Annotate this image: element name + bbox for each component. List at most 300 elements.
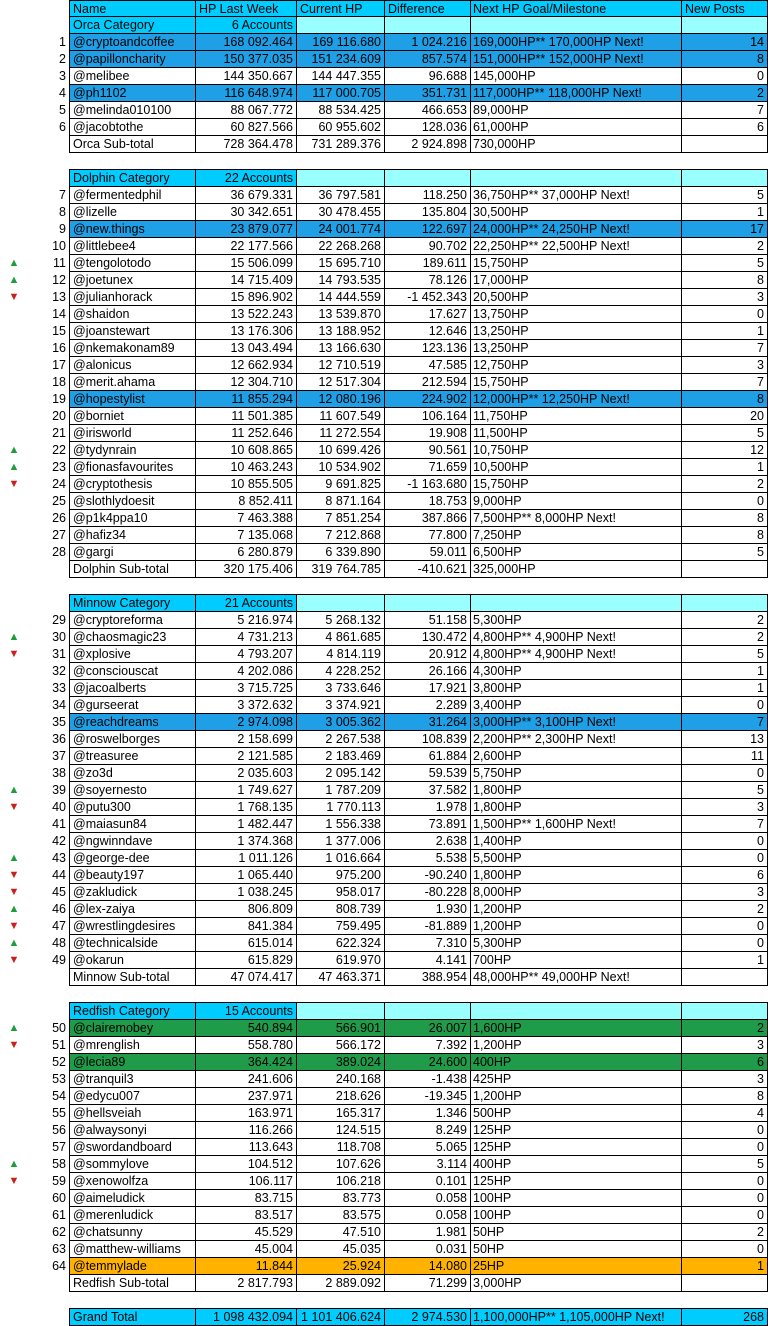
current-hp[interactable]: 7 212.868 <box>297 527 385 544</box>
new-posts[interactable]: 0 <box>682 1173 768 1190</box>
cell[interactable] <box>385 595 471 612</box>
hp-last-week[interactable]: 10 855.505 <box>196 476 297 493</box>
new-posts[interactable]: 8 <box>682 51 768 68</box>
current-hp[interactable]: 151 234.609 <box>297 51 385 68</box>
new-posts[interactable]: 3 <box>682 1071 768 1088</box>
difference[interactable]: 189.611 <box>385 255 471 272</box>
next-goal[interactable]: 1,800HP <box>471 799 682 816</box>
account-name[interactable]: @xenowolfza <box>69 1173 196 1190</box>
account-name[interactable]: @ph1102 <box>69 85 196 102</box>
subtotal-label[interactable]: Orca Sub-total <box>69 136 196 153</box>
hp-last-week[interactable]: 1 065.440 <box>196 867 297 884</box>
hp-last-week[interactable]: 116 648.974 <box>196 85 297 102</box>
subtotal-last[interactable]: 728 364.478 <box>196 136 297 153</box>
cell[interactable] <box>682 170 768 187</box>
next-goal[interactable]: 11,750HP <box>471 408 682 425</box>
next-goal[interactable]: 9,000HP <box>471 493 682 510</box>
cell[interactable] <box>297 170 385 187</box>
account-name[interactable]: @lecia89 <box>69 1054 196 1071</box>
new-posts[interactable]: 2 <box>682 85 768 102</box>
difference[interactable]: 212.594 <box>385 374 471 391</box>
difference[interactable]: 122.697 <box>385 221 471 238</box>
current-hp[interactable]: 958.017 <box>297 884 385 901</box>
new-posts[interactable]: 1 <box>682 323 768 340</box>
account-name[interactable]: @cryptoreforma <box>69 612 196 629</box>
category-name[interactable]: Redfish Category <box>69 1003 196 1020</box>
new-posts[interactable]: 0 <box>682 765 768 782</box>
account-name[interactable]: @p1k4ppa10 <box>69 510 196 527</box>
account-name[interactable]: @beauty197 <box>69 867 196 884</box>
next-goal[interactable]: 151,000HP** 152,000HP Next! <box>471 51 682 68</box>
next-goal[interactable]: 3,400HP <box>471 697 682 714</box>
difference[interactable]: 130.472 <box>385 629 471 646</box>
header-difference[interactable]: Difference <box>385 0 471 17</box>
new-posts[interactable]: 0 <box>682 1190 768 1207</box>
account-name[interactable]: @merenludick <box>69 1207 196 1224</box>
next-goal[interactable]: 169,000HP** 170,000HP Next! <box>471 34 682 51</box>
difference[interactable]: 18.753 <box>385 493 471 510</box>
category-name[interactable]: Orca Category <box>69 17 196 34</box>
account-name[interactable]: @aimeludick <box>69 1190 196 1207</box>
next-goal[interactable]: 4,300HP <box>471 663 682 680</box>
hp-last-week[interactable]: 1 038.245 <box>196 884 297 901</box>
current-hp[interactable]: 566.172 <box>297 1037 385 1054</box>
account-name[interactable]: @lizelle <box>69 204 196 221</box>
current-hp[interactable]: 12 710.519 <box>297 357 385 374</box>
current-hp[interactable]: 124.515 <box>297 1122 385 1139</box>
current-hp[interactable]: 10 699.426 <box>297 442 385 459</box>
hp-last-week[interactable]: 4 202.086 <box>196 663 297 680</box>
cell[interactable] <box>297 595 385 612</box>
new-posts[interactable]: 0 <box>682 1207 768 1224</box>
hp-last-week[interactable]: 168 092.464 <box>196 34 297 51</box>
hp-last-week[interactable]: 45.529 <box>196 1224 297 1241</box>
hp-last-week[interactable]: 2 035.603 <box>196 765 297 782</box>
account-name[interactable]: @melinda010100 <box>69 102 196 119</box>
difference[interactable]: 3.114 <box>385 1156 471 1173</box>
current-hp[interactable]: 622.324 <box>297 935 385 952</box>
hp-last-week[interactable]: 15 506.099 <box>196 255 297 272</box>
difference[interactable]: 5.538 <box>385 850 471 867</box>
current-hp[interactable]: 83.575 <box>297 1207 385 1224</box>
hp-last-week[interactable]: 113.643 <box>196 1139 297 1156</box>
current-hp[interactable]: 4 814.119 <box>297 646 385 663</box>
hp-last-week[interactable]: 1 011.126 <box>196 850 297 867</box>
next-goal[interactable]: 400HP <box>471 1054 682 1071</box>
difference[interactable]: 1.981 <box>385 1224 471 1241</box>
next-goal[interactable]: 1,400HP <box>471 833 682 850</box>
account-name[interactable]: @hopestylist <box>69 391 196 408</box>
cell[interactable] <box>385 17 471 34</box>
hp-last-week[interactable]: 237.971 <box>196 1088 297 1105</box>
current-hp[interactable]: 1 770.113 <box>297 799 385 816</box>
next-goal[interactable]: 17,000HP <box>471 272 682 289</box>
difference[interactable]: 2.289 <box>385 697 471 714</box>
current-hp[interactable]: 2 095.142 <box>297 765 385 782</box>
hp-last-week[interactable]: 1 482.447 <box>196 816 297 833</box>
hp-last-week[interactable]: 7 135.068 <box>196 527 297 544</box>
subtotal-current[interactable]: 2 889.092 <box>297 1275 385 1292</box>
new-posts[interactable]: 7 <box>682 102 768 119</box>
account-name[interactable]: @zakludick <box>69 884 196 901</box>
hp-last-week[interactable]: 88 067.772 <box>196 102 297 119</box>
hp-last-week[interactable]: 12 304.710 <box>196 374 297 391</box>
next-goal[interactable]: 10,750HP <box>471 442 682 459</box>
new-posts[interactable]: 7 <box>682 714 768 731</box>
subtotal-posts[interactable] <box>682 1275 768 1292</box>
difference[interactable]: 77.800 <box>385 527 471 544</box>
current-hp[interactable]: 1 556.338 <box>297 816 385 833</box>
hp-last-week[interactable]: 10 608.865 <box>196 442 297 459</box>
subtotal-label[interactable]: Dolphin Sub-total <box>69 561 196 578</box>
difference[interactable]: 14.080 <box>385 1258 471 1275</box>
new-posts[interactable]: 2 <box>682 476 768 493</box>
next-goal[interactable]: 5,750HP <box>471 765 682 782</box>
category-count[interactable]: 6 Accounts <box>196 17 297 34</box>
next-goal[interactable]: 1,600HP <box>471 1020 682 1037</box>
difference[interactable]: 90.561 <box>385 442 471 459</box>
grand-total-posts[interactable]: 268 <box>682 1309 768 1326</box>
difference[interactable]: 135.804 <box>385 204 471 221</box>
current-hp[interactable]: 8 871.164 <box>297 493 385 510</box>
subtotal-difference[interactable]: -410.621 <box>385 561 471 578</box>
current-hp[interactable]: 389.024 <box>297 1054 385 1071</box>
new-posts[interactable]: 5 <box>682 187 768 204</box>
account-name[interactable]: @joanstewart <box>69 323 196 340</box>
new-posts[interactable]: 2 <box>682 238 768 255</box>
difference[interactable]: 7.392 <box>385 1037 471 1054</box>
current-hp[interactable]: 36 797.581 <box>297 187 385 204</box>
cell[interactable] <box>471 170 682 187</box>
account-name[interactable]: @alwaysonyi <box>69 1122 196 1139</box>
hp-last-week[interactable]: 241.606 <box>196 1071 297 1088</box>
difference[interactable]: 59.539 <box>385 765 471 782</box>
subtotal-current[interactable]: 47 463.371 <box>297 969 385 986</box>
current-hp[interactable]: 144 447.355 <box>297 68 385 85</box>
difference[interactable]: 19.908 <box>385 425 471 442</box>
difference[interactable]: 8.249 <box>385 1122 471 1139</box>
current-hp[interactable]: 106.218 <box>297 1173 385 1190</box>
next-goal[interactable]: 1,200HP <box>471 1088 682 1105</box>
account-name[interactable]: @gargi <box>69 544 196 561</box>
category-count[interactable]: 22 Accounts <box>196 170 297 187</box>
next-goal[interactable]: 500HP <box>471 1105 682 1122</box>
new-posts[interactable]: 0 <box>682 68 768 85</box>
current-hp[interactable]: 4 861.685 <box>297 629 385 646</box>
cell[interactable] <box>385 1003 471 1020</box>
next-goal[interactable]: 13,750HP <box>471 306 682 323</box>
account-name[interactable]: @soyernesto <box>69 782 196 799</box>
account-name[interactable]: @temmylade <box>69 1258 196 1275</box>
next-goal[interactable]: 5,300HP <box>471 935 682 952</box>
next-goal[interactable]: 13,250HP <box>471 323 682 340</box>
current-hp[interactable]: 975.200 <box>297 867 385 884</box>
hp-last-week[interactable]: 45.004 <box>196 1241 297 1258</box>
hp-last-week[interactable]: 13 522.243 <box>196 306 297 323</box>
current-hp[interactable]: 566.901 <box>297 1020 385 1037</box>
difference[interactable]: -90.240 <box>385 867 471 884</box>
account-name[interactable]: @jacoalberts <box>69 680 196 697</box>
difference[interactable]: 90.702 <box>385 238 471 255</box>
new-posts[interactable]: 7 <box>682 340 768 357</box>
difference[interactable]: 5.065 <box>385 1139 471 1156</box>
difference[interactable]: 2.638 <box>385 833 471 850</box>
next-goal[interactable]: 50HP <box>471 1224 682 1241</box>
hp-last-week[interactable]: 106.117 <box>196 1173 297 1190</box>
new-posts[interactable]: 17 <box>682 221 768 238</box>
hp-last-week[interactable]: 11 252.646 <box>196 425 297 442</box>
subtotal-label[interactable]: Minnow Sub-total <box>69 969 196 986</box>
hp-last-week[interactable]: 4 793.207 <box>196 646 297 663</box>
hp-last-week[interactable]: 104.512 <box>196 1156 297 1173</box>
new-posts[interactable]: 8 <box>682 527 768 544</box>
difference[interactable]: 387.866 <box>385 510 471 527</box>
grand-total-current[interactable]: 1 101 406.624 <box>297 1309 385 1326</box>
new-posts[interactable]: 8 <box>682 272 768 289</box>
account-name[interactable]: @tranquil3 <box>69 1071 196 1088</box>
cell[interactable] <box>385 170 471 187</box>
account-name[interactable]: @matthew-williams <box>69 1241 196 1258</box>
subtotal-last[interactable]: 2 817.793 <box>196 1275 297 1292</box>
new-posts[interactable]: 5 <box>682 425 768 442</box>
current-hp[interactable]: 5 268.132 <box>297 612 385 629</box>
hp-last-week[interactable]: 14 715.409 <box>196 272 297 289</box>
hp-last-week[interactable]: 13 176.306 <box>196 323 297 340</box>
account-name[interactable]: @shaidon <box>69 306 196 323</box>
next-goal[interactable]: 89,000HP <box>471 102 682 119</box>
next-goal[interactable]: 1,200HP <box>471 901 682 918</box>
new-posts[interactable]: 0 <box>682 1122 768 1139</box>
current-hp[interactable]: 1 016.664 <box>297 850 385 867</box>
hp-last-week[interactable]: 2 121.585 <box>196 748 297 765</box>
account-name[interactable]: @nkemakonam89 <box>69 340 196 357</box>
current-hp[interactable]: 2 267.538 <box>297 731 385 748</box>
current-hp[interactable]: 10 534.902 <box>297 459 385 476</box>
next-goal[interactable]: 7,500HP** 8,000HP Next! <box>471 510 682 527</box>
cell[interactable] <box>471 17 682 34</box>
new-posts[interactable]: 14 <box>682 34 768 51</box>
difference[interactable]: -1.438 <box>385 1071 471 1088</box>
account-name[interactable]: @merit.ahama <box>69 374 196 391</box>
hp-last-week[interactable]: 22 177.566 <box>196 238 297 255</box>
new-posts[interactable]: 5 <box>682 1156 768 1173</box>
current-hp[interactable]: 7 851.254 <box>297 510 385 527</box>
difference[interactable]: 128.036 <box>385 119 471 136</box>
next-goal[interactable]: 5,500HP <box>471 850 682 867</box>
difference[interactable]: 0.058 <box>385 1190 471 1207</box>
next-goal[interactable]: 700HP <box>471 952 682 969</box>
difference[interactable]: 4.141 <box>385 952 471 969</box>
category-count[interactable]: 15 Accounts <box>196 1003 297 1020</box>
cell[interactable] <box>682 17 768 34</box>
difference[interactable]: 37.582 <box>385 782 471 799</box>
next-goal[interactable]: 7,250HP <box>471 527 682 544</box>
subtotal-difference[interactable]: 388.954 <box>385 969 471 986</box>
hp-last-week[interactable]: 8 852.411 <box>196 493 297 510</box>
account-name[interactable]: @xplosive <box>69 646 196 663</box>
hp-last-week[interactable]: 12 662.934 <box>196 357 297 374</box>
next-goal[interactable]: 24,000HP** 24,250HP Next! <box>471 221 682 238</box>
difference[interactable]: 1.346 <box>385 1105 471 1122</box>
category-name[interactable]: Minnow Category <box>69 595 196 612</box>
hp-last-week[interactable]: 7 463.388 <box>196 510 297 527</box>
difference[interactable]: 61.884 <box>385 748 471 765</box>
difference[interactable]: 0.058 <box>385 1207 471 1224</box>
account-name[interactable]: @littlebee4 <box>69 238 196 255</box>
account-name[interactable]: @tydynrain <box>69 442 196 459</box>
hp-last-week[interactable]: 23 879.077 <box>196 221 297 238</box>
account-name[interactable]: @zo3d <box>69 765 196 782</box>
hp-last-week[interactable]: 36 679.331 <box>196 187 297 204</box>
next-goal[interactable]: 1,500HP** 1,600HP Next! <box>471 816 682 833</box>
next-goal[interactable]: 6,500HP <box>471 544 682 561</box>
hp-last-week[interactable]: 83.517 <box>196 1207 297 1224</box>
new-posts[interactable]: 0 <box>682 850 768 867</box>
current-hp[interactable]: 240.168 <box>297 1071 385 1088</box>
cell[interactable] <box>297 1003 385 1020</box>
account-name[interactable]: @cryptothesis <box>69 476 196 493</box>
difference[interactable]: 0.101 <box>385 1173 471 1190</box>
subtotal-label[interactable]: Redfish Sub-total <box>69 1275 196 1292</box>
difference[interactable]: 12.646 <box>385 323 471 340</box>
subtotal-current[interactable]: 319 764.785 <box>297 561 385 578</box>
hp-last-week[interactable]: 5 216.974 <box>196 612 297 629</box>
cell[interactable] <box>471 595 682 612</box>
current-hp[interactable]: 1 787.209 <box>297 782 385 799</box>
new-posts[interactable]: 6 <box>682 119 768 136</box>
new-posts[interactable]: 6 <box>682 867 768 884</box>
new-posts[interactable]: 6 <box>682 1054 768 1071</box>
category-count[interactable]: 21 Accounts <box>196 595 297 612</box>
new-posts[interactable]: 0 <box>682 1139 768 1156</box>
subtotal-difference[interactable]: 2 924.898 <box>385 136 471 153</box>
new-posts[interactable]: 7 <box>682 816 768 833</box>
hp-last-week[interactable]: 116.266 <box>196 1122 297 1139</box>
current-hp[interactable]: 3 005.362 <box>297 714 385 731</box>
account-name[interactable]: @tengolotodo <box>69 255 196 272</box>
account-name[interactable]: @consciouscat <box>69 663 196 680</box>
next-goal[interactable]: 12,000HP** 12,250HP Next! <box>471 391 682 408</box>
account-name[interactable]: @fionasfavourites <box>69 459 196 476</box>
account-name[interactable]: @wrestlingdesires <box>69 918 196 935</box>
new-posts[interactable]: 1 <box>682 459 768 476</box>
new-posts[interactable]: 0 <box>682 306 768 323</box>
new-posts[interactable]: 0 <box>682 697 768 714</box>
new-posts[interactable]: 1 <box>682 680 768 697</box>
difference[interactable]: 73.891 <box>385 816 471 833</box>
current-hp[interactable]: 619.970 <box>297 952 385 969</box>
current-hp[interactable]: 9 691.825 <box>297 476 385 493</box>
cell[interactable] <box>297 17 385 34</box>
next-goal[interactable]: 12,750HP <box>471 357 682 374</box>
next-goal[interactable]: 125HP <box>471 1173 682 1190</box>
hp-last-week[interactable]: 10 463.243 <box>196 459 297 476</box>
difference[interactable]: 31.264 <box>385 714 471 731</box>
hp-last-week[interactable]: 364.424 <box>196 1054 297 1071</box>
header-current-hp[interactable]: Current HP <box>297 0 385 17</box>
new-posts[interactable]: 2 <box>682 629 768 646</box>
hp-last-week[interactable]: 4 731.213 <box>196 629 297 646</box>
difference[interactable]: 17.627 <box>385 306 471 323</box>
next-goal[interactable]: 36,750HP** 37,000HP Next! <box>471 187 682 204</box>
current-hp[interactable]: 22 268.268 <box>297 238 385 255</box>
difference[interactable]: 17.921 <box>385 680 471 697</box>
current-hp[interactable]: 12 517.304 <box>297 374 385 391</box>
difference[interactable]: 108.839 <box>385 731 471 748</box>
new-posts[interactable]: 0 <box>682 918 768 935</box>
new-posts[interactable]: 0 <box>682 1241 768 1258</box>
subtotal-current[interactable]: 731 289.376 <box>297 136 385 153</box>
difference[interactable]: 26.166 <box>385 663 471 680</box>
next-goal[interactable]: 50HP <box>471 1241 682 1258</box>
next-goal[interactable]: 2,200HP** 2,300HP Next! <box>471 731 682 748</box>
subtotal-posts[interactable] <box>682 561 768 578</box>
hp-last-week[interactable]: 3 715.725 <box>196 680 297 697</box>
hp-last-week[interactable]: 1 768.135 <box>196 799 297 816</box>
new-posts[interactable]: 1 <box>682 1258 768 1275</box>
difference[interactable]: -81.889 <box>385 918 471 935</box>
new-posts[interactable]: 7 <box>682 374 768 391</box>
difference[interactable]: 1.978 <box>385 799 471 816</box>
account-name[interactable]: @technicalside <box>69 935 196 952</box>
header-hp-last-week[interactable]: HP Last Week <box>196 0 297 17</box>
account-name[interactable]: @edycu007 <box>69 1088 196 1105</box>
next-goal[interactable]: 20,500HP <box>471 289 682 306</box>
current-hp[interactable]: 47.510 <box>297 1224 385 1241</box>
next-goal[interactable]: 22,250HP** 22,500HP Next! <box>471 238 682 255</box>
account-name[interactable]: @melibee <box>69 68 196 85</box>
difference[interactable]: 351.731 <box>385 85 471 102</box>
cell[interactable] <box>471 1003 682 1020</box>
current-hp[interactable]: 12 080.196 <box>297 391 385 408</box>
subtotal-posts[interactable] <box>682 969 768 986</box>
next-goal[interactable]: 1,800HP <box>471 782 682 799</box>
hp-last-week[interactable]: 150 377.035 <box>196 51 297 68</box>
subtotal-last[interactable]: 320 175.406 <box>196 561 297 578</box>
hp-last-week[interactable]: 163.971 <box>196 1105 297 1122</box>
difference[interactable]: 0.031 <box>385 1241 471 1258</box>
next-goal[interactable]: 1,200HP <box>471 918 682 935</box>
next-goal[interactable]: 100HP <box>471 1190 682 1207</box>
current-hp[interactable]: 83.773 <box>297 1190 385 1207</box>
next-goal[interactable]: 61,000HP <box>471 119 682 136</box>
next-goal[interactable]: 100HP <box>471 1207 682 1224</box>
grand-total-goal[interactable]: 1,100,000HP** 1,105,000HP Next! <box>471 1309 682 1326</box>
current-hp[interactable]: 3 374.921 <box>297 697 385 714</box>
account-name[interactable]: @swordandboard <box>69 1139 196 1156</box>
account-name[interactable]: @gurseerat <box>69 697 196 714</box>
subtotal-goal[interactable]: 48,000HP** 49,000HP Next! <box>471 969 682 986</box>
current-hp[interactable]: 13 539.870 <box>297 306 385 323</box>
difference[interactable]: -1 163.680 <box>385 476 471 493</box>
account-name[interactable]: @joetunex <box>69 272 196 289</box>
difference[interactable]: -19.345 <box>385 1088 471 1105</box>
account-name[interactable]: @hellsveiah <box>69 1105 196 1122</box>
hp-last-week[interactable]: 11 501.385 <box>196 408 297 425</box>
difference[interactable]: 26.007 <box>385 1020 471 1037</box>
cell[interactable] <box>682 595 768 612</box>
current-hp[interactable]: 88 534.425 <box>297 102 385 119</box>
current-hp[interactable]: 13 188.952 <box>297 323 385 340</box>
hp-last-week[interactable]: 1 374.368 <box>196 833 297 850</box>
current-hp[interactable]: 30 478.455 <box>297 204 385 221</box>
new-posts[interactable]: 3 <box>682 884 768 901</box>
current-hp[interactable]: 13 166.630 <box>297 340 385 357</box>
account-name[interactable]: @treasuree <box>69 748 196 765</box>
current-hp[interactable]: 24 001.774 <box>297 221 385 238</box>
difference[interactable]: 1.930 <box>385 901 471 918</box>
difference[interactable]: 59.011 <box>385 544 471 561</box>
